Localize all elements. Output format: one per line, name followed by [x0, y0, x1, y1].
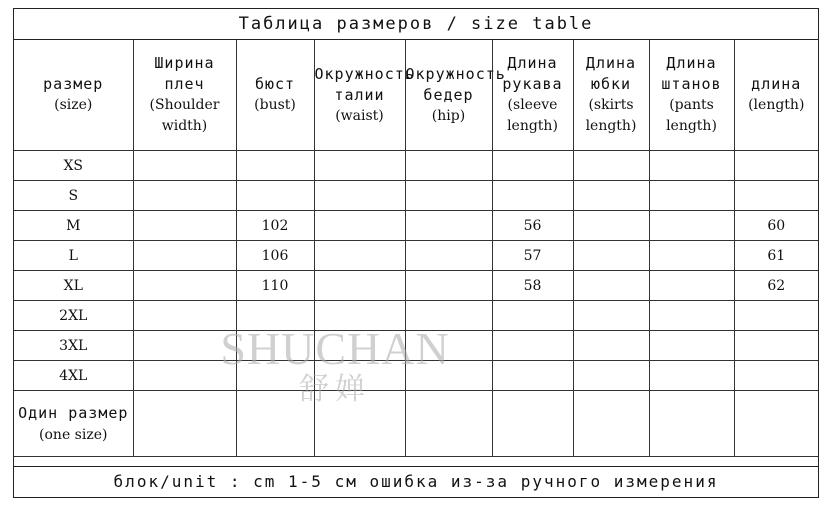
pants-cell: [649, 301, 734, 331]
empty-cell: [236, 391, 314, 457]
skirt-cell: [573, 241, 649, 271]
bust-cell: 110: [236, 271, 314, 301]
header-length: длина (length): [734, 40, 818, 151]
header-hip: Окружность бедер (hip): [405, 40, 492, 151]
header-waist: Окружность талии (waist): [314, 40, 405, 151]
one-size-row: [14, 391, 818, 457]
header-row: [14, 40, 818, 151]
sleeve-cell: [492, 331, 573, 361]
bust-cell: [236, 181, 314, 211]
shoulder-cell: [133, 211, 236, 241]
size-cell: XS: [14, 151, 133, 181]
length-cell: 60: [734, 211, 818, 241]
bust-cell: [236, 331, 314, 361]
size-cell: 4XL: [14, 361, 133, 391]
shoulder-cell: [133, 271, 236, 301]
hip-cell: [405, 331, 492, 361]
length-cell: [734, 331, 818, 361]
size-table: [14, 40, 818, 457]
table-row: [14, 271, 818, 301]
one-size-cell: Один размер (one size): [14, 391, 133, 457]
shoulder-cell: [133, 241, 236, 271]
sleeve-cell: [492, 301, 573, 331]
empty-cell: [314, 391, 405, 457]
pants-cell: [649, 361, 734, 391]
header-skirt: Длина юбки (skirts length): [573, 40, 649, 151]
table-row: [14, 211, 818, 241]
header-size: размер (size): [14, 40, 133, 151]
shoulder-cell: [133, 151, 236, 181]
table-row: [14, 361, 818, 391]
pants-cell: [649, 211, 734, 241]
length-cell: 62: [734, 271, 818, 301]
sleeve-cell: [492, 151, 573, 181]
empty-cell: [133, 391, 236, 457]
empty-cell: [405, 391, 492, 457]
size-cell: S: [14, 181, 133, 211]
skirt-cell: [573, 181, 649, 211]
pants-cell: [649, 331, 734, 361]
sleeve-cell: 58: [492, 271, 573, 301]
skirt-cell: [573, 211, 649, 241]
hip-cell: [405, 211, 492, 241]
bust-cell: [236, 361, 314, 391]
header-sleeve: Длина рукава (sleeve length): [492, 40, 573, 151]
bust-cell: 106: [236, 241, 314, 271]
waist-cell: [314, 211, 405, 241]
size-cell: XL: [14, 271, 133, 301]
pants-cell: [649, 151, 734, 181]
size-table-sheet: [13, 8, 819, 498]
table-row: [14, 151, 818, 181]
sleeve-cell: 57: [492, 241, 573, 271]
hip-cell: [405, 271, 492, 301]
skirt-cell: [573, 301, 649, 331]
waist-cell: [314, 331, 405, 361]
empty-cell: [573, 391, 649, 457]
length-cell: [734, 151, 818, 181]
table-row: [14, 241, 818, 271]
empty-cell: [734, 391, 818, 457]
size-cell: M: [14, 211, 133, 241]
bust-cell: [236, 301, 314, 331]
header-shoulder: Ширина плеч (Shoulder width): [133, 40, 236, 151]
waist-cell: [314, 301, 405, 331]
size-cell: L: [14, 241, 133, 271]
watermark-latin: SHUCHAN: [220, 323, 450, 374]
pants-cell: [649, 181, 734, 211]
table-title: Таблица размеров / size table: [14, 9, 818, 40]
empty-cell: [649, 391, 734, 457]
waist-cell: [314, 361, 405, 391]
hip-cell: [405, 181, 492, 211]
table-row: [14, 301, 818, 331]
size-cell: 3XL: [14, 331, 133, 361]
pants-cell: [649, 241, 734, 271]
skirt-cell: [573, 151, 649, 181]
sleeve-cell: [492, 181, 573, 211]
length-cell: [734, 181, 818, 211]
table-row: [14, 181, 818, 211]
skirt-cell: [573, 271, 649, 301]
waist-cell: [314, 241, 405, 271]
skirt-cell: [573, 331, 649, 361]
shoulder-cell: [133, 331, 236, 361]
bust-cell: [236, 151, 314, 181]
pants-cell: [649, 271, 734, 301]
bust-cell: 102: [236, 211, 314, 241]
shoulder-cell: [133, 181, 236, 211]
skirt-cell: [573, 361, 649, 391]
hip-cell: [405, 241, 492, 271]
waist-cell: [314, 181, 405, 211]
size-cell: 2XL: [14, 301, 133, 331]
watermark-cjk: 舒婵: [299, 372, 371, 407]
sleeve-cell: [492, 361, 573, 391]
shoulder-cell: [133, 301, 236, 331]
header-pants: Длина штанов (pants length): [649, 40, 734, 151]
table-row: [14, 331, 818, 361]
unit-note: блок/unit : cm 1-5 см ошибка из-за ручного измерения: [14, 466, 818, 497]
empty-cell: [492, 391, 573, 457]
shoulder-cell: [133, 361, 236, 391]
length-cell: 61: [734, 241, 818, 271]
waist-cell: [314, 271, 405, 301]
length-cell: [734, 301, 818, 331]
waist-cell: [314, 151, 405, 181]
sleeve-cell: 56: [492, 211, 573, 241]
hip-cell: [405, 151, 492, 181]
hip-cell: [405, 361, 492, 391]
length-cell: [734, 361, 818, 391]
hip-cell: [405, 301, 492, 331]
header-bust: бюст (bust): [236, 40, 314, 151]
